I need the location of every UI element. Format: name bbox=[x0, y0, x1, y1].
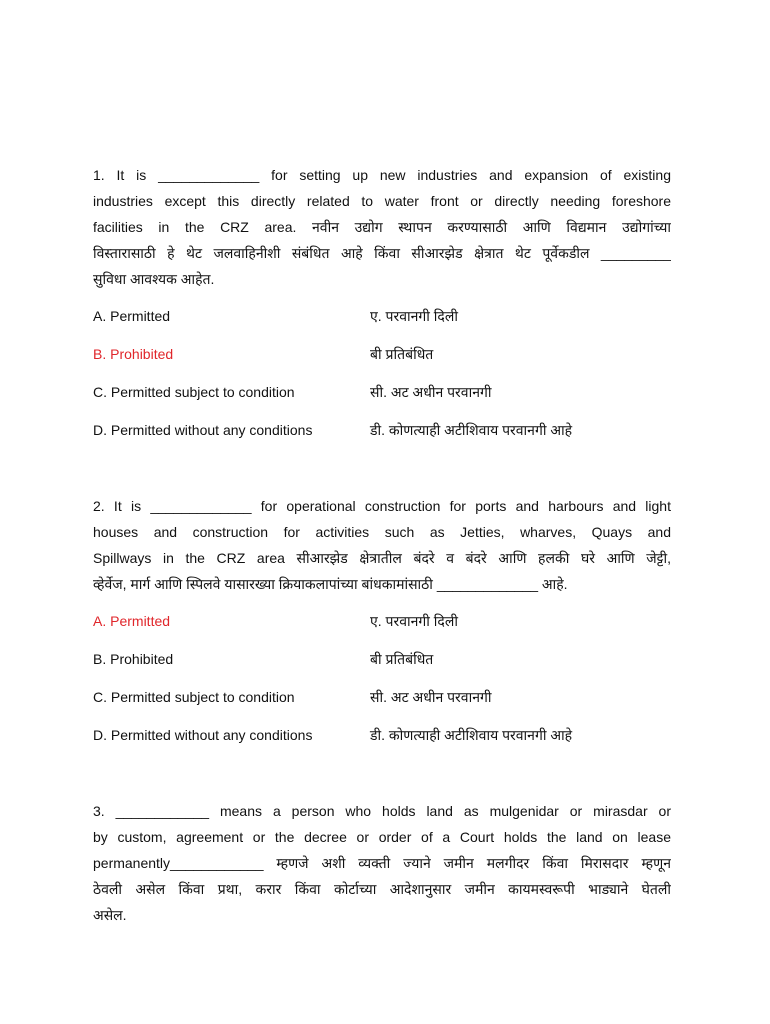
question-text-line: industries except this directly related to water front or directly needing foreshore bbox=[93, 193, 671, 209]
question-text-line: विस्तारासाठी हे थेट जलवाहिनीशी संबंधित आहे किंवा सीआरझेड क्षेत्रात थेट पूर्वेकडील _________ bbox=[93, 245, 671, 261]
question-3 bbox=[93, 798, 671, 928]
question-text-line: 2. It is _____________ for operational construction for ports and harbours and light bbox=[93, 498, 671, 514]
option-text-english: A. Permitted bbox=[93, 308, 171, 324]
option-a-correct bbox=[93, 611, 671, 631]
question-text-line: व्हेर्वेज, मार्ग आणि स्पिलवे यासारख्या क्रियाकलापांच्या बांधकामांसाठी _____________ आहे. bbox=[93, 576, 568, 592]
question-text-line: permanently____________ म्हणजे अशी व्यक्ती ज्याने जमीन मलगीदर किंवा मिरासदार म्हणून bbox=[93, 855, 671, 871]
option-c bbox=[93, 687, 671, 707]
option-text-marathi: बी प्रतिबंधित bbox=[370, 346, 434, 362]
option-text-marathi: ए. परवानगी दिली bbox=[370, 613, 458, 629]
question-text-line: houses and construction for activities such as Jetties, wharves, Quays and bbox=[93, 524, 671, 540]
question-text-line: facilities in the CRZ area. नवीन उद्योग स्थापन करण्यासाठी आणि विद्यमान उद्योगांच्या bbox=[93, 219, 671, 235]
option-c bbox=[93, 382, 671, 402]
option-b-correct bbox=[93, 344, 671, 364]
option-text-english: A. Permitted bbox=[93, 613, 171, 629]
option-text-marathi: डी. कोणत्याही अटीशिवाय परवानगी आहे bbox=[370, 727, 573, 743]
question-text-line: Spillways in the CRZ area सीआरझेड क्षेत्रातील बंदरे व बंदरे आणि हलकी घरे आणि जेट्टी, bbox=[93, 550, 671, 566]
option-text-english: C. Permitted subject to condition bbox=[93, 384, 295, 400]
option-text-english: B. Prohibited bbox=[93, 346, 174, 362]
option-text-marathi: सी. अट अधीन परवानगी bbox=[370, 384, 492, 400]
question-text-line: by custom, agreement or the decree or order of a Court holds the land on lease bbox=[93, 829, 671, 845]
option-text-english: C. Permitted subject to condition bbox=[93, 689, 295, 705]
option-text-english: D. Permitted without any conditions bbox=[93, 727, 313, 743]
question-text-line: सुविधा आवश्यक आहेत. bbox=[93, 271, 215, 287]
question-text-line: ठेवली असेल किंवा प्रथा, करार किंवा कोर्टाच्या आदेशानुसार जमीन कायमस्वरूपी भाड्याने घेतली bbox=[93, 881, 671, 897]
option-a bbox=[93, 306, 671, 326]
option-text-english: B. Prohibited bbox=[93, 651, 174, 667]
option-text-marathi: बी प्रतिबंधित bbox=[370, 651, 434, 667]
question-2 bbox=[93, 493, 671, 597]
option-d bbox=[93, 420, 671, 440]
option-text-english: D. Permitted without any conditions bbox=[93, 422, 313, 438]
question-text-line: 3. ____________ means a person who holds land as mulgenidar or mirasdar or bbox=[93, 803, 671, 819]
question-1 bbox=[93, 162, 671, 292]
option-text-marathi: डी. कोणत्याही अटीशिवाय परवानगी आहे bbox=[370, 422, 573, 438]
option-text-marathi: सी. अट अधीन परवानगी bbox=[370, 689, 492, 705]
option-b bbox=[93, 649, 671, 669]
question-text-line: 1. It is _____________ for setting up new industries and expansion of existing bbox=[93, 167, 671, 183]
option-d bbox=[93, 725, 671, 745]
question-text-line: असेल. bbox=[93, 907, 127, 923]
option-text-marathi: ए. परवानगी दिली bbox=[370, 308, 458, 324]
